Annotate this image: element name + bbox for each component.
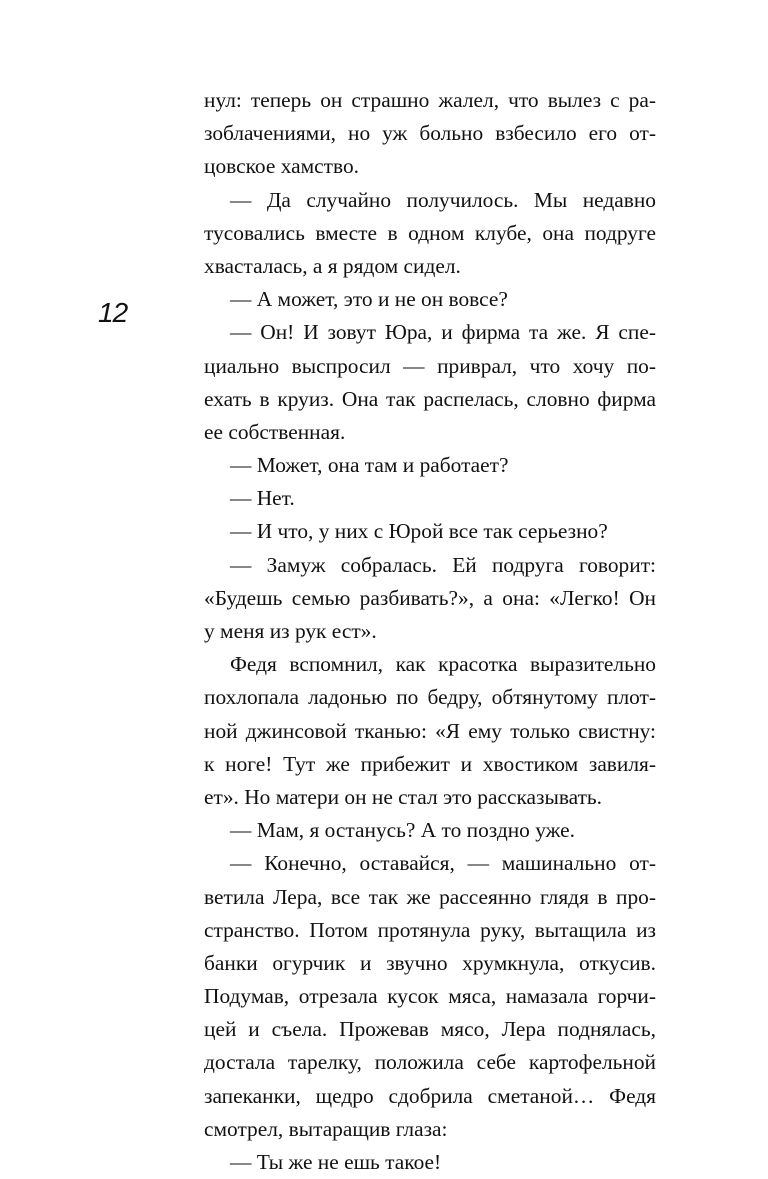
text-line: ной джинсовой тканью: «Я ему только свистну: bbox=[204, 718, 656, 743]
text-line: Подумав, отрезала кусок мяса, намазала горчи- bbox=[204, 984, 656, 1009]
text-line: ехать в круиз. Она так распелась, словно фирма bbox=[204, 386, 656, 411]
text-line: похлопала ладонью по бедру, обтянутому плот- bbox=[204, 685, 656, 710]
text-line: — Может, она там и работает? bbox=[230, 453, 509, 478]
text-line: — Конечно, оставайся, — машинально от- bbox=[230, 851, 656, 876]
text-line: — Нет. bbox=[230, 486, 295, 511]
text-line: у меня из рук ест». bbox=[204, 619, 377, 643]
text-line: нул: теперь он страшно жалел, что вылез с ра- bbox=[204, 88, 656, 112]
text-line: — Замуж собралась. Ей подруга говорит: bbox=[230, 552, 656, 577]
text-line: достала тарелку, положила себе картофельной bbox=[204, 1050, 656, 1075]
text-line: «Будешь семью разбивать?», а она: «Легко! Он bbox=[204, 585, 656, 610]
text-line: к ноге! Тут же прибежит и хвостиком завиля- bbox=[204, 751, 656, 776]
text-line: — Он! И зовут Юра, и фирма та же. Я спе- bbox=[230, 320, 656, 345]
text-line: ее собственная. bbox=[204, 419, 346, 444]
text-line: смотрел, вытаращив глаза: bbox=[204, 1116, 448, 1141]
text-line: запеканки, щедро сдобрила сметаной… Федя bbox=[204, 1083, 656, 1108]
text-line: зоблачениями, но уж больно взбесило его от- bbox=[204, 121, 656, 146]
text-line: хвасталась, а я рядом сидел. bbox=[204, 253, 461, 278]
text-line: — Мам, я останусь? А то поздно уже. bbox=[230, 818, 575, 843]
text-line: цовское хамство. bbox=[204, 154, 359, 179]
text-line: — Да случайно получилось. Мы недавно bbox=[230, 187, 656, 212]
page-number: 12 bbox=[98, 297, 128, 328]
text-line: ветила Лера, все так же рассеянно глядя в про- bbox=[204, 884, 656, 909]
text-line: Федя вспомнил, как красотка выразительно bbox=[230, 652, 656, 677]
text-line: банки огурчик и звучно хрумкнула, откусив. bbox=[204, 950, 656, 975]
text-line: странство. Потом протянула руку, вытащила из bbox=[204, 917, 656, 942]
text-line: тусовались вместе в одном клубе, она подруге bbox=[204, 220, 656, 245]
text-line: циально выспросил — приврал, что хочу по- bbox=[204, 353, 656, 378]
text-line: — А может, это и не он вовсе? bbox=[230, 287, 508, 312]
text-line: — И что, у них с Юрой все так серьезно? bbox=[230, 519, 608, 544]
text-line: — Ты же не ешь такое! bbox=[230, 1150, 442, 1174]
text-line: ет». Но матери он не стал это рассказывать. bbox=[204, 784, 603, 809]
text-line: цей и съела. Прожевав мясо, Лера поднялась, bbox=[204, 1017, 656, 1042]
body-text bbox=[204, 84, 656, 1179]
